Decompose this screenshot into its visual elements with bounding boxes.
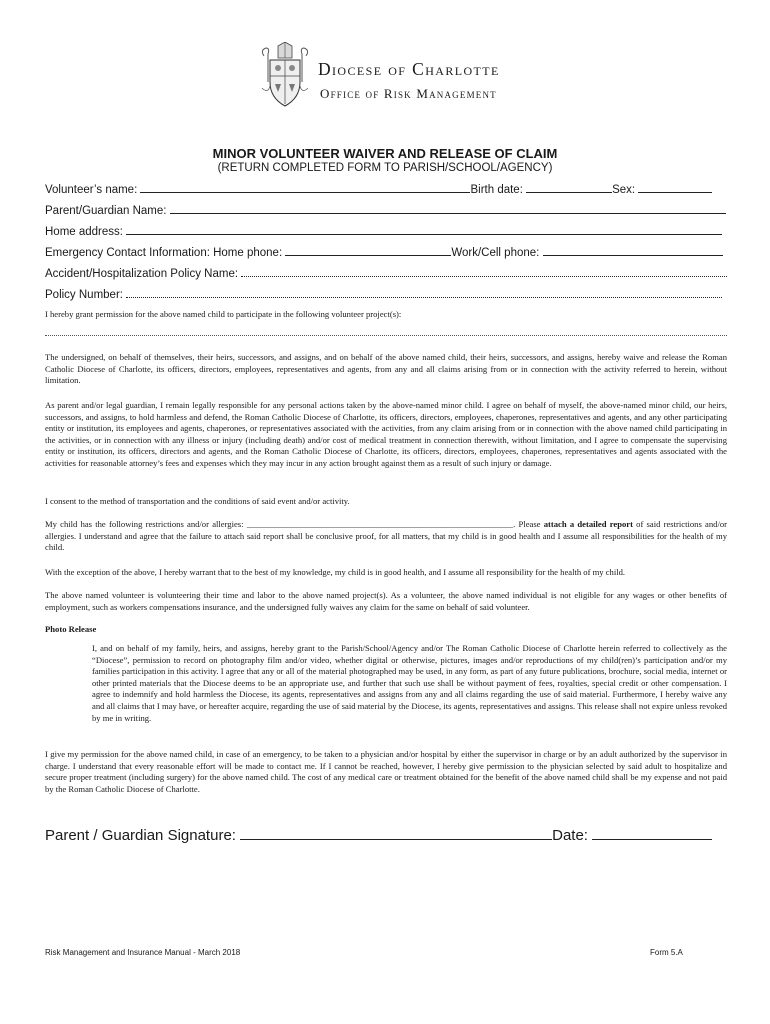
guardian-paragraph: As parent and/or legal guardian, I remain legally responsible for any personal actions taken by the above-named minor child. I agree on behalf of myself, the above-named minor child, our heirs, successors, and assigns, to hold harmless and defend, the Roman Catholic Diocese of Charlotte, its officers, directors, employees, chaperones, representatives and agents, and any other participating entity or institution, its employees and agents, chaperones, or representatives associated with the activities, from any claim arising from or in connection with the above named child participating in the activities, or in connection with any illness or injury (including death) and/or cost of medical treatment in connection therewith, without limitation, and I agree to compensate the supervising entity or institution, its officers, directors and agents, and the Roman Catholic Diocese of Charlotte, its officers, directors, employees, chaperones, representatives and agents associated with the activities for reasonable attorney’s fees and expenses which they may incur in any action brought against them as a result of such injury or damage. [45,400,727,468]
photo-release-heading: Photo Release [45,624,97,634]
birth-date-label: Birth date: [470,184,523,196]
footer-form-number: Form 5.A [650,948,683,957]
address-row [45,224,722,238]
release-paragraph: The undersigned, on behalf of themselves, their heirs, successors, and assigns, and on behalf of the above named child, their heirs, successors, and assigns, hereby waive and release the Roman Catholic Diocese of Charlotte, its officers, directors, employees, representatives and agents, from any and all claims arising from or in connection with the activity referred to herein, without limitation. [45,352,727,386]
diocese-crest-logo [258,42,312,112]
sex-field[interactable] [638,182,712,193]
restrictions-text-b: of said restrictions and/or allergies. I understand and agree that the failure to attach said report shall be conclusive proof, for all matters, that my child is in good health and I assume all responsibilities for the health of my child. [45,519,727,553]
home-address-label: Home address: [45,226,123,238]
date-field[interactable] [592,826,712,840]
volunteer-name-field[interactable] [140,182,470,193]
permission-text: I hereby grant permission for the above named child to participate in the following volunteer project(s): [45,309,402,319]
photo-release-paragraph: I, and on behalf of my family, heirs, and assigns, hereby grant to the Parish/School/Agency and/or The Roman Catholic Diocese of Charlotte herein referred to collectively as the “Diocese”, permission to record on photography film and/or video, whether digital or otherwise, pictures, images and/or reproductions of my child(ren)’s participation and/or my families participation in this activity. I agree that any or all of the material photographed may be used, in any form, as part of any future publications, brochure, social media, internet or other printed materials that the Diocese deems to be an appropriate use, and further that such use shall be without payment of fees, royalties, special credit or other compensation. I agree to indemnify and hold harmless the Diocese, its agents, representatives and assigns from any and all claims regarding the use of said material. Furthermore, I hereby waive any and all claims that I may have, or hereafter acquire, regarding the use of said material by the Diocese, its agents, representatives and assigns. This release shall not expire unless revoked by me in writing. [92,643,727,723]
signature-row [45,826,712,844]
transport-paragraph: I consent to the method of transportation and the conditions of said event and/or activity. [45,496,350,506]
warrant-paragraph: With the exception of the above, I hereby warrant that to the best of my knowledge, my child is in good health, and I assume all responsibility for the health of my child. [45,567,626,577]
emergency-row [45,245,723,259]
form-subtitle: (RETURN COMPLETED FORM TO PARISH/SCHOOL/AGENCY) [217,162,553,174]
policy-name-row [45,266,727,280]
policy-number-field[interactable] [126,287,722,298]
guardian-row [45,203,726,217]
emergency-work-field[interactable] [543,245,723,256]
restrictions-bold: attach a detailed report [543,519,633,529]
restrictions-paragraph [45,519,727,554]
signature-field[interactable] [240,826,552,840]
policy-number-row [45,287,722,301]
footer-manual: Risk Management and Insurance Manual - March 2018 [45,948,241,957]
office-name: Office of Risk Management [320,86,497,101]
policy-name-label: Accident/Hospitalization Policy Name: [45,268,239,280]
volunteer-paragraph: The above named volunteer is volunteering their time and labor to the above named project(s). As a volunteer, the above named individual is not eligible for any wages or other benefits of employment, such as workers compensations insurance, and the undersigned fully waives any claim for the same on behalf of said volunteer. [45,590,727,612]
project-field[interactable] [45,334,727,336]
emergency-paragraph: I give my permission for the above named child, in case of an emergency, to be taken to a physician and/or hospital by either the supervisor in charge or by an adult authorized by the supervisor in charge. I understand that every reasonable effort will be made to contact me. If I cannot be reached, however, I hereby give permission to the physician selected by said adult to hospitalize and secure proper treatment (including surgery) for the above named child. The cost of any medical care or treatment obtained for the benefit of the above named child shall be my expense and not paid by the Roman Catholic Diocese of Charlotte. [45,749,727,794]
restrictions-text-a: My child has the following restrictions and/or allergies: ______________________________________________________________. Please [45,519,544,529]
form-title: MINOR VOLUNTEER WAIVER AND RELEASE OF CLAIM [212,146,558,161]
birth-date-field[interactable] [526,182,612,193]
policy-number-label: Policy Number: [45,289,123,301]
policy-name-field[interactable] [241,266,727,277]
home-address-field[interactable] [126,224,722,235]
emergency-home-label: Emergency Contact Information: Home phone: [45,247,283,259]
guardian-name-field[interactable] [170,203,726,214]
guardian-name-label: Parent/Guardian Name: [45,205,167,217]
volunteer-row [45,182,712,196]
volunteer-name-label: Volunteer’s name: [45,184,138,196]
signature-label: Parent / Guardian Signature: [45,827,236,844]
emergency-work-label: Work/Cell phone: [451,247,540,259]
emergency-home-field[interactable] [285,245,451,256]
sex-label: Sex: [612,184,636,196]
date-label: Date: [552,827,588,844]
org-name: Diocese of Charlotte [318,59,500,79]
